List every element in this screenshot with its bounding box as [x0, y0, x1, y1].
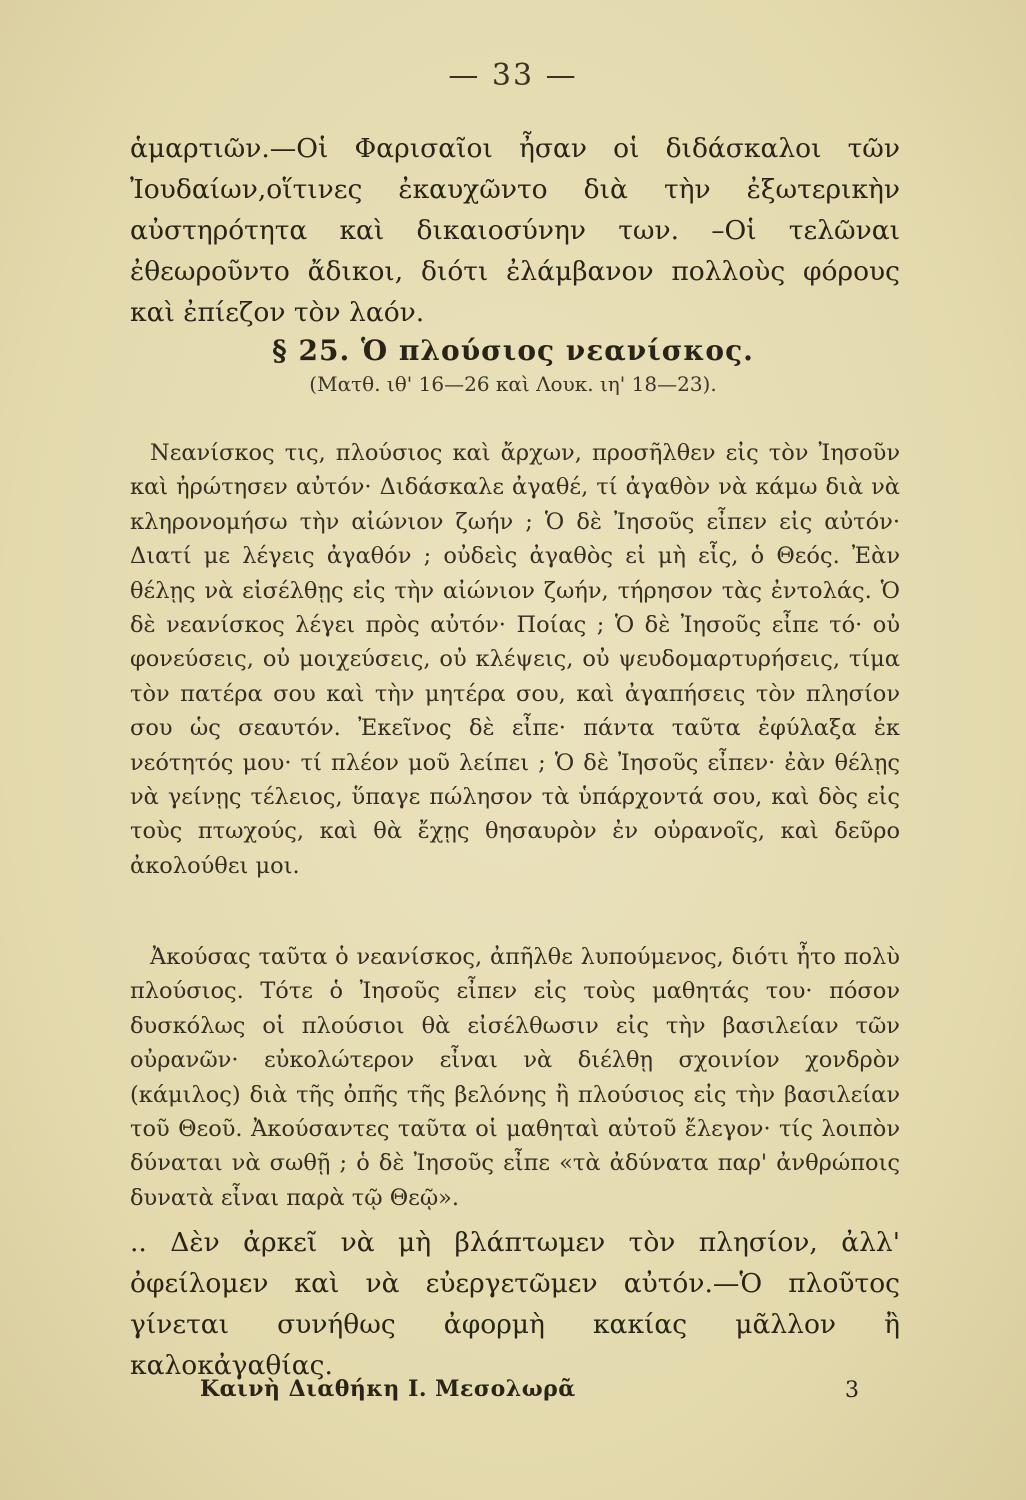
scripture-reference: (Ματθ. ιθ' 16—26 καὶ Λουκ. ιη' 18—23).: [309, 372, 717, 396]
footer-book-title: Καινὴ Διαθήκη Ι. Μεσολωρᾶ: [200, 1376, 576, 1402]
section-heading: § 25. Ὁ πλούσιος νεανίσκος.: [272, 334, 754, 367]
page-number: — 33 —: [448, 58, 578, 93]
paragraph-moral: .. Δὲν ἀρκεῖ νὰ μὴ βλάπτωμεν τὸν πλησίον, ἀλλ' ὀφείλομεν καὶ νὰ εὐεργετῶμεν αὐτόν.—Ὁ πλοῦτος γίνεται συνήθως ἀφορμὴ κακίας μᾶλλον ἢ καλοκἀγαθίας.: [130, 1227, 900, 1381]
paragraph-narrative-continued: Ἀκούσας ταῦτα ὁ νεανίσκος, ἀπῆλθε λυπούμενος, διότι ἦτο πολὺ πλούσιος. Τότε ὁ Ἰησοῦς εἶπεν εἰς τοὺς μαθητάς του· πόσον δυσκόλως οἱ πλούσιοι θὰ εἰσέλθωσιν εἰς τὴν βασιλείαν τῶν οὐρανῶν· εὐκολώτερον εἶναι νὰ διέλθῃ σχοινίον χονδρὸν (κάμιλος) διὰ τῆς ὀπῆς τῆς βελόνης ἢ πλούσιος εἰς τὴν βασιλείαν τοῦ Θεοῦ. Ἀκούσαντες ταῦτα οἱ μαθηταὶ αὐτοῦ ἔλεγον· τίς λοιπὸν δύναται νὰ σωθῇ ; ὁ δὲ Ἰησοῦς εἶπε «τὰ ἀδύνατα παρ' ἀνθρώποις δυνατὰ εἶναι παρὰ τῷ Θεῷ».: [130, 944, 900, 1211]
paragraph-narrative: Νεανίσκος τις, πλούσιος καὶ ἄρχων, προσῆλθεν εἰς τὸν Ἰησοῦν καὶ ἠρώτησεν αὐτόν· Διδάσκαλε ἀγαθέ, τί ἀγαθὸν νὰ κάμω διὰ νὰ κληρονομήσω τὴν αἰώνιον ζωήν ; Ὁ δὲ Ἰησοῦς εἶπεν εἰς αὐτόν· Διατί με λέγεις ἀγαθόν ; οὐδεὶς ἀγαθὸς εἰ μὴ εἷς, ὁ Θεός. Ἐὰν θέλῃς νὰ εἰσέλθῃς εἰς τὴν αἰώνιον ζωήν, τήρησον τὰς ἐντολάς. Ὁ δὲ νεανίσκος λέγει πρὸς αὐτόν· Ποίας ; Ὁ δὲ Ἰησοῦς εἶπε τό· οὐ φονεύσεις, οὐ μοιχεύσεις, οὐ κλέψεις, οὐ ψευδομαρτυρήσεις, τίμα τὸν πατέρα σου καὶ τὴν μητέρα σου, καὶ ἀγαπήσεις τὸν πλησίον σου ὡς σεαυτόν. Ἐκεῖνος δὲ εἶπε· πάντα ταῦτα ἐφύλαξα ἐκ νεότητός μου· τί πλέον μοῦ λείπει ; Ὁ δὲ Ἰησοῦς εἶπεν· ἐὰν θέλῃς νὰ γείνῃς τέλειος, ὕπαγε πώλησον τὰ ὑπάρχοντά σου, καὶ δὸς εἰς τοὺς πτωχούς, καὶ θὰ ἔχῃς θησαυρὸν ἐν οὐρανοῖς, καὶ δεῦρο ἀκολούθει μοι.: [130, 440, 900, 879]
footer-signature-mark: 3: [845, 1378, 859, 1403]
paragraph-intro: ἁμαρτιῶν.—Οἱ Φαρισαῖοι ἦσαν οἱ διδάσκαλοι τῶν Ἰουδαίων,οἵτινες ἐκαυχῶντο διὰ τὴν ἐξωτερικὴν αὐστηρότητα καὶ δικαιοσύνην των. –Οἱ τελῶναι ἐθεωροῦντο ἄδικοι, διότι ἐλάμβανον πολλοὺς φόρους καὶ ἐπίεζον τὸν λαόν.: [130, 133, 900, 328]
